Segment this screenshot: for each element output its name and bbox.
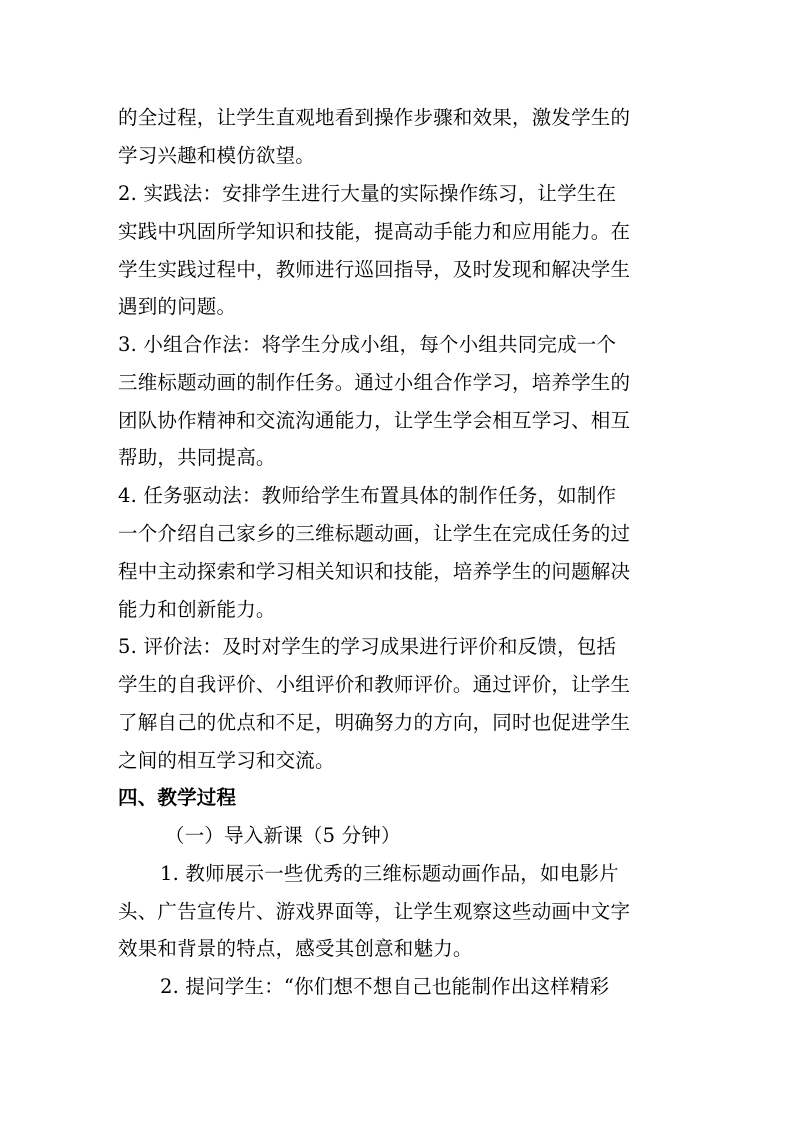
body-text-line: 程中主动探索和学习相关知识和技能，培养学生的问题解决 xyxy=(118,560,631,583)
body-text-line: 能力和创新能力。 xyxy=(118,598,276,621)
body-text-line: 遇到的问题。 xyxy=(118,295,237,318)
list-item-practice-method: 2. 实践法：安排学生进行大量的实际操作练习，让学生在 xyxy=(118,182,617,205)
body-text-line: 学习兴趣和模仿欲望。 xyxy=(118,144,316,167)
list-item-group-cooperation: 3. 小组合作法：将学生分成小组，每个小组共同完成一个 xyxy=(118,333,617,356)
body-text-line: 了解自己的优点和不足，明确努力的方向，同时也促进学生 xyxy=(118,711,631,734)
body-text-line: 实践中巩固所学知识和技能，提高动手能力和应用能力。在 xyxy=(118,220,631,243)
body-text-line: 效果和背景的特点，感受其创意和魅力。 xyxy=(118,937,473,960)
body-text-line: 头、广告宣传片、游戏界面等，让学生观察这些动画中文字 xyxy=(118,900,631,923)
section-heading: 四、教学过程 xyxy=(118,786,237,809)
body-text-line: 帮助，共同提高。 xyxy=(118,446,276,469)
body-text-line: 团队协作精神和交流沟通能力，让学生学会相互学习、相互 xyxy=(118,409,631,432)
body-text-line: 三维标题动画的制作任务。通过小组合作学习，培养学生的 xyxy=(118,371,631,394)
body-text-line: 学生实践过程中，教师进行巡回指导，及时发现和解决学生 xyxy=(118,258,631,281)
list-item-evaluation: 5. 评价法：及时对学生的学习成果进行评价和反馈，包括 xyxy=(118,635,617,658)
body-text-line: 学生的自我评价、小组评价和教师评价。通过评价，让学生 xyxy=(118,673,631,696)
list-item-question: 2. 提问学生：“你们想不想自己也能制作出这样精彩 xyxy=(160,975,610,998)
list-item-show-works: 1. 教师展示一些优秀的三维标题动画作品，如电影片 xyxy=(160,862,619,885)
body-text-line: 之间的相互学习和交流。 xyxy=(118,749,335,772)
list-item-task-driven: 4. 任务驱动法：教师给学生布置具体的制作任务，如制作 xyxy=(118,484,617,507)
body-text-line: 的全过程，让学生直观地看到操作步骤和效果，激发学生的 xyxy=(118,106,631,129)
subsection-heading: （一）导入新课（5 分钟） xyxy=(165,824,401,847)
body-text-line: 一个介绍自己家乡的三维标题动画，让学生在完成任务的过 xyxy=(118,522,631,545)
